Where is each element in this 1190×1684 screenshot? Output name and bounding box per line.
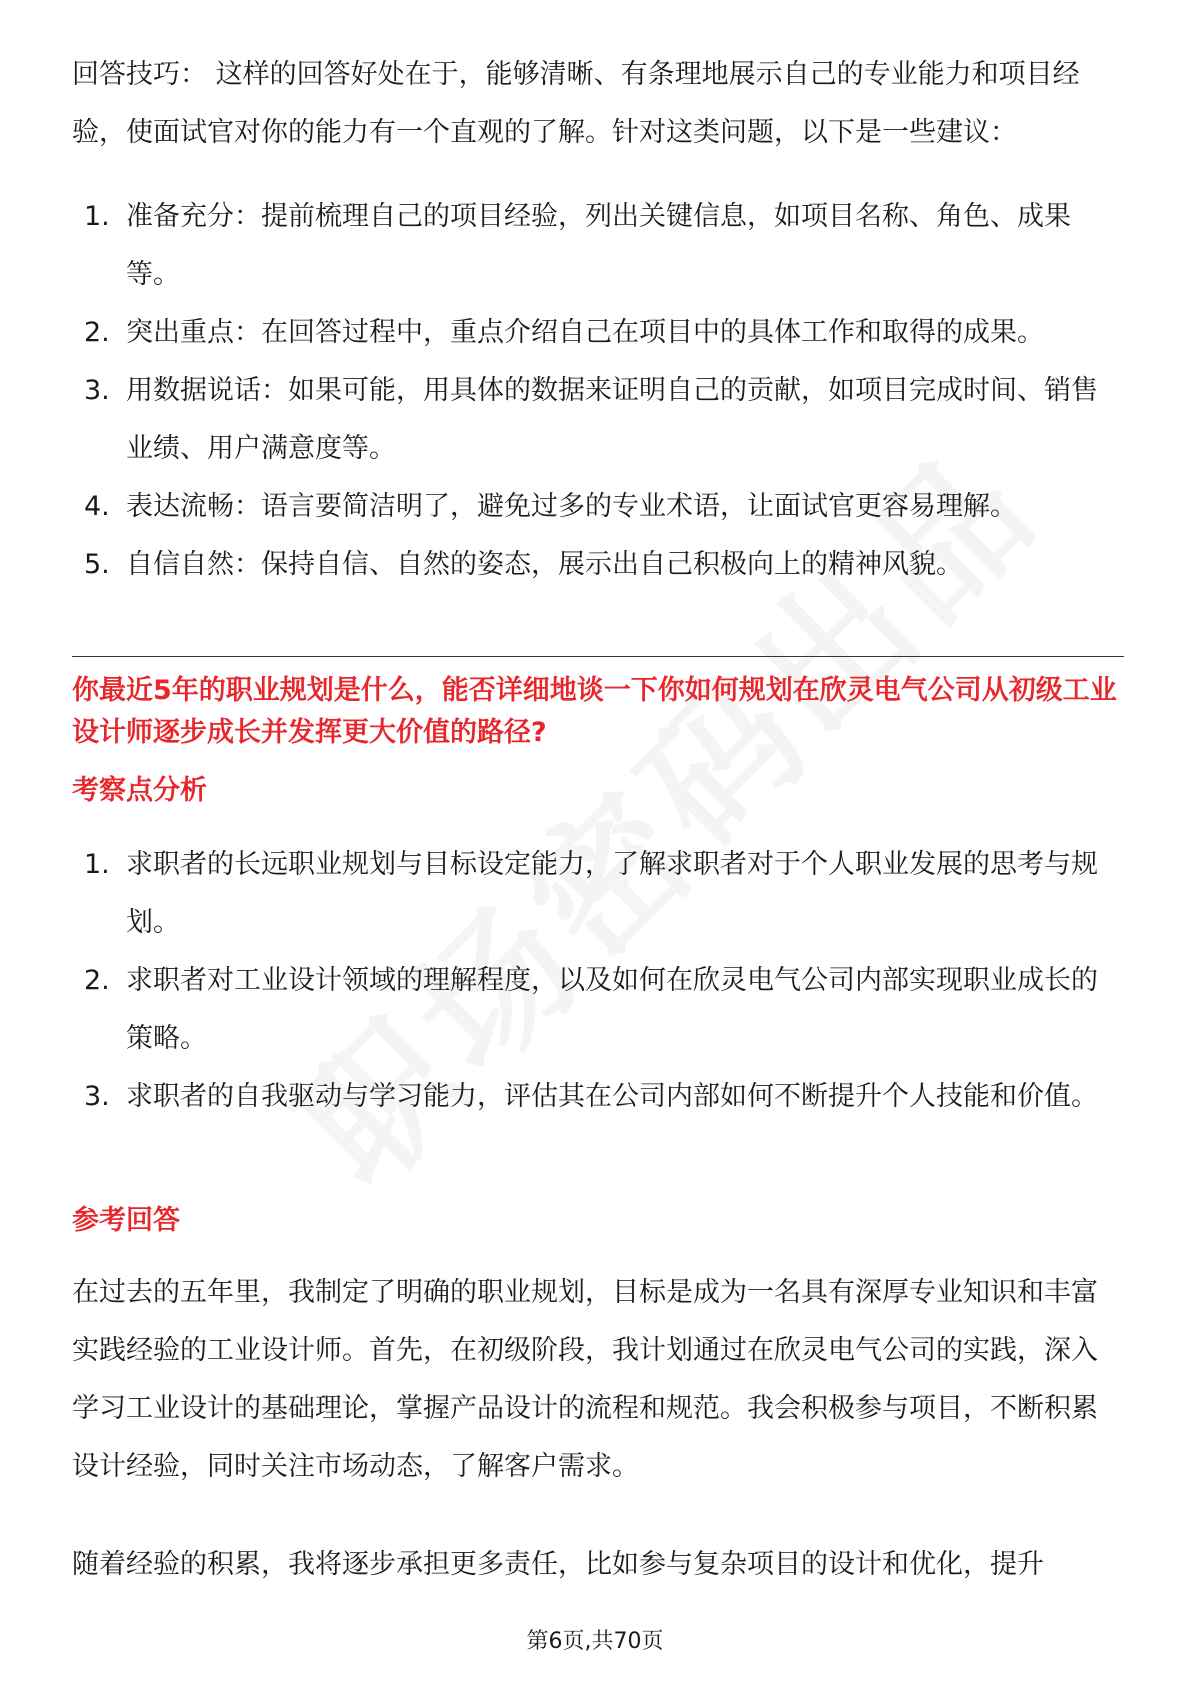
interview-question: 你最近5年的职业规划是什么，能否详细地谈一下你如何规划在欣灵电气公司从初级工业设计师逐步成长并发挥更大价值的路径? [72,675,1117,748]
list-text: 表达流畅：语言要简洁明了，避免过多的专业术语，让面试官更容易理解。 [126,491,1017,522]
list-text: 突出重点：在回答过程中，重点介绍自己在项目中的具体工作和取得的成果。 [126,317,1044,348]
list-number: 1. [84,849,110,880]
list-text: 用数据说话：如果可能，用具体的数据来证明自己的贡献，如项目完成时间、销售业绩、用户满意度等。 [126,375,1098,464]
intro-tip: 回答技巧： 这样的回答好处在于，能够清晰、有条理地展示自己的专业能力和项目经验，使面试官对你的能力有一个直观的了解。针对这类问题，以下是一些建议： [72,59,1080,148]
list-number: 3. [84,375,110,406]
list-text: 求职者的自我驱动与学习能力，评估其在公司内部如何不断提升个人技能和价值。 [126,1081,1098,1112]
tips-list [72,188,1124,594]
list-number: 2. [84,317,110,348]
list-number: 5. [84,549,110,580]
list-item [72,304,1124,362]
list-item [72,952,1124,1068]
section-divider [72,656,1124,657]
list-text: 准备充分：提前梳理自己的项目经验，列出关键信息，如项目名称、角色、成果等。 [126,201,1071,290]
list-item [72,536,1124,594]
list-number: 2. [84,965,110,996]
list-text: 自信自然：保持自信、自然的姿态，展示出自己积极向上的精神风貌。 [126,549,963,580]
list-number: 4. [84,491,110,522]
list-text: 求职者对工业设计领域的理解程度，以及如何在欣灵电气公司内部实现职业成长的策略。 [126,965,1098,1054]
analysis-heading: 考察点分析 [72,775,207,806]
reference-heading: 参考回答 [72,1205,180,1236]
list-number: 3. [84,1081,110,1112]
answer-paragraph-1: 在过去的五年里，我制定了明确的职业规划，目标是成为一名具有深厚专业知识和丰富实践经验的工业设计师。首先，在初级阶段，我计划通过在欣灵电气公司的实践，深入学习工业设计的基础理论，掌握产品设计的流程和规范。我会积极参与项目，不断积累设计经验，同时关注市场动态，了解客户需求。 [72,1277,1098,1482]
list-item [72,1068,1124,1126]
list-item [72,478,1124,536]
answer-paragraph-2: 随着经验的积累，我将逐步承担更多责任，比如参与复杂项目的设计和优化，提升 [72,1549,1044,1580]
list-item [72,836,1124,952]
page-footer: 第6页,共70页 [526,1629,664,1654]
list-item [72,188,1124,304]
list-item [72,362,1124,478]
list-number: 1. [84,201,110,232]
list-text: 求职者的长远职业规划与目标设定能力，了解求职者对于个人职业发展的思考与规划。 [126,849,1098,938]
analysis-list [72,836,1124,1126]
page-content [72,0,1124,594]
